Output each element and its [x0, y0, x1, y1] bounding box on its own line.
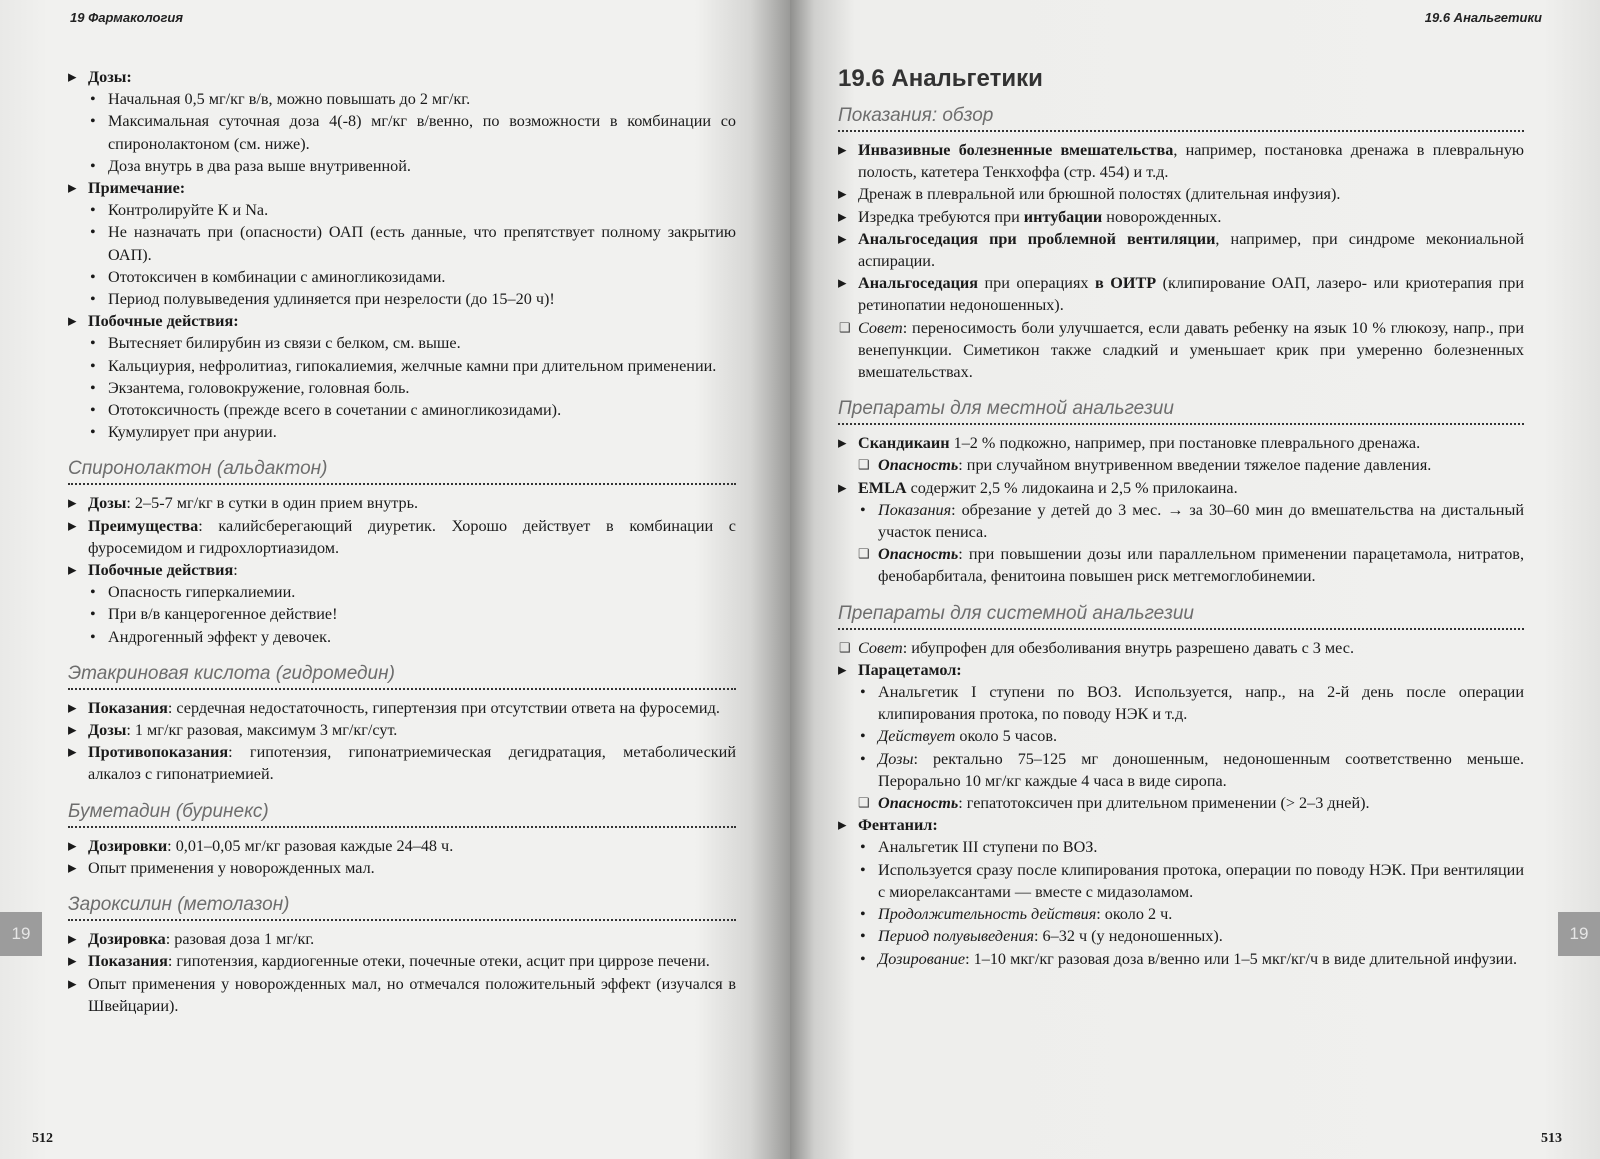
text-run: Анальгоседация — [858, 274, 978, 293]
text-run: , например, постановка дренажа в плевральную полость, катетера Тенкхоффа (стр. 454) и т.д. — [858, 141, 1525, 182]
arrow-item — [838, 272, 1524, 316]
text-run: при операциях — [977, 274, 1096, 293]
text-run: : ректально 75–125 мг доношенным, недоношенным соответственно меньше. Перорально 10 мг/кг каждые 4 часа в виде сиропа. — [878, 749, 1524, 790]
right-page — [790, 0, 1600, 1159]
text-run: : 6–32 ч (у недоношенных). — [1034, 927, 1223, 946]
text-run: Совет — [858, 318, 903, 337]
tip-item — [838, 317, 1524, 384]
arrow-item — [68, 741, 736, 785]
text-run: Экзантема, головокружение, головная боль. — [108, 378, 410, 397]
text-run: : ибупрофен для обезболивания внутрь разрешено давать с 3 мес. — [902, 638, 1354, 657]
running-head: 19.6 Анальгетики — [1424, 10, 1542, 25]
bullet-item — [838, 859, 1524, 903]
text-run: : гипотензия, гипонатриемическая дегидратация, метаболический алкалоз с гипонатриемией. — [88, 743, 736, 784]
text-run: Анальгетик I ступени по ВОЗ. Используется, напр., на 2-й день после операции клипирования протока, по поводу НЭК и т.д. — [878, 683, 1524, 724]
text-run: Анальгетик III ступени по ВОЗ. — [878, 838, 1098, 857]
text-run: около 5 часов. — [955, 727, 1058, 746]
text-run: Начальная 0,5 мг/кг в/в, можно повышать до 2 мг/кг. — [108, 90, 471, 109]
arrow-item — [838, 206, 1524, 228]
left-page — [0, 0, 790, 1159]
text-run: Продолжительность действия — [878, 905, 1097, 924]
bullet-item — [838, 948, 1524, 970]
text-run: Ототоксичность (прежде всего в сочетании с аминогликозидами). — [108, 401, 562, 420]
text-run: Анальгоседация при проблемной вентиляции — [858, 229, 1216, 248]
text-run: : — [233, 561, 238, 580]
arrow-item — [838, 432, 1524, 454]
arrow-item — [68, 559, 736, 581]
text-run: Не назначать при (опасности) ОАП (есть данные, что препятствует полному закрытию ОАП). — [108, 223, 736, 264]
bullet-item — [838, 681, 1524, 725]
bullet-item — [68, 355, 736, 377]
text-run: Изредка требуются при — [858, 207, 1024, 226]
page-content — [838, 62, 1524, 970]
bullet-item — [68, 266, 736, 288]
text-run: Дозировка — [88, 930, 166, 949]
arrow-item — [68, 950, 736, 972]
warning-item — [838, 543, 1524, 587]
text-run: Ототоксичен в комбинации с аминогликозидами. — [108, 267, 446, 286]
text-run: Показания — [88, 952, 168, 971]
text-run: Дозы: — [88, 68, 132, 86]
text-run: : калийсберегающий диуретик. Хорошо действует в комбинации с фуросемидом и гидрохлортиазидом. — [88, 516, 736, 557]
arrow-item — [838, 814, 1524, 836]
chapter-title: 19.6 Анальгетики — [838, 65, 1043, 92]
text-run: Андрогенный эффект у девочек. — [108, 627, 331, 646]
text-run: Опыт применения у новорожденных мал, но отмечался положительный эффект (изучался в Швейцарии). — [88, 974, 736, 1015]
warning-item — [838, 454, 1524, 476]
section-heading: Этакриновая кислота (гидромедин) — [68, 662, 736, 690]
section-heading: Спиронолактон (альдактон) — [68, 457, 736, 485]
text-run: Дозы — [878, 749, 914, 768]
bullet-item — [838, 725, 1524, 747]
text-run: Скандикаин — [858, 434, 950, 453]
arrow-item — [68, 928, 736, 950]
text-run: Период полувыведения — [878, 927, 1035, 946]
text-run: : 1 мг/кг разовая, максимум 3 мг/кг/сут. — [126, 721, 398, 740]
text-run: Примечание: — [88, 179, 186, 198]
text-run: : при случайном внутривенном введении тяжелое падение давления. — [958, 456, 1432, 475]
text-run: Преимущества — [88, 516, 199, 535]
chapter-thumb-tab: 19 — [1558, 912, 1600, 956]
bullet-item — [838, 748, 1524, 792]
text-run: Период полувыведения удлиняется при незрелости (до 15–20 ч)! — [108, 290, 555, 309]
section-heading: Препараты для местной анальгезии — [838, 397, 1524, 425]
section-heading: Зароксилин (метолазон) — [68, 893, 736, 921]
bullet-item — [838, 903, 1524, 925]
text-run: 1–2 % подкожно, например, при постановке плеврального дренажа. — [949, 434, 1421, 453]
bullet-item — [68, 221, 736, 265]
text-run: Кальциурия, нефролитиаз, гипокалиемия, желчные камни при длительном применении. — [108, 356, 717, 375]
text-run: Парацетамол: — [858, 660, 962, 679]
chapter-thumb-tab: 19 — [0, 912, 42, 956]
text-run: EMLA — [858, 478, 907, 497]
text-run: Опасность — [878, 545, 959, 564]
text-run: Дозы — [88, 494, 127, 513]
text-run: Действует — [878, 727, 956, 746]
text-run: Противопоказания — [88, 743, 229, 762]
arrow-item — [68, 835, 736, 857]
bullet-item — [838, 836, 1524, 858]
bullet-item — [68, 199, 736, 221]
text-run: Опыт применения у новорожденных мал. — [88, 858, 375, 877]
page-number: 512 — [32, 1131, 53, 1146]
section-heading: Буметадин (буринекс) — [68, 800, 736, 828]
text-run: Вытесняет билирубин из связи с белком, см. выше. — [108, 334, 461, 353]
bullet-item — [68, 110, 736, 154]
arrow-item — [68, 310, 736, 332]
bullet-item — [68, 603, 736, 625]
text-run: Опасность гиперкалиемии. — [108, 583, 296, 602]
text-run: Показания — [88, 698, 168, 717]
running-head: 19 Фармакология — [70, 10, 183, 25]
text-run: Контролируйте К и Na. — [108, 201, 269, 220]
arrow-item — [68, 492, 736, 514]
text-run: : при повышении дозы или параллельном применении парацетамола, нитратов, фенобарбитала, фенитоина повышен риск метгемоглобинемии. — [878, 545, 1524, 586]
bullet-item — [68, 377, 736, 399]
text-run: Инвазивные болезненные вмешательства — [858, 141, 1174, 159]
bullet-item — [68, 399, 736, 421]
text-run: Показания — [878, 500, 952, 519]
arrow-item — [838, 139, 1524, 183]
text-run: Дозы — [88, 721, 127, 740]
text-run: : гипотензия, кардиогенные отеки, почечные отеки, асцит при циррозе печени. — [167, 952, 710, 971]
text-run: содержит 2,5 % лидокаина и 2,5 % прилокаина. — [906, 478, 1238, 497]
bullet-item — [68, 88, 736, 110]
warning-item — [838, 792, 1524, 814]
text-run: : 1–10 мкг/кг разовая доза в/венно или 1–5 мкг/кг/ч в виде длительной инфузии. — [965, 949, 1518, 968]
section-heading: Показания: обзор — [838, 104, 1524, 132]
arrow-item — [68, 515, 736, 559]
arrow-item — [838, 183, 1524, 205]
text-run: Опасность — [878, 794, 959, 813]
bullet-item — [68, 626, 736, 648]
text-run: Побочные действия — [88, 561, 234, 580]
text-run: , например, при синдроме мекониальной аспирации. — [858, 229, 1524, 271]
text-run: новорожденных. — [1102, 207, 1222, 226]
arrow-item — [838, 228, 1524, 272]
text-run: интубации — [1023, 207, 1103, 226]
bullet-item — [68, 421, 736, 443]
text-run: Максимальная суточная доза 4(-8) мг/кг в/венно, по возможности в комбинации со спиронолактоном (см. ниже). — [108, 112, 736, 153]
text-run: : обрезание у детей до 3 мес. → за 30–60 мин до вмешательства на дистальный участок пениса. — [878, 500, 1524, 542]
text-run: : около 2 ч. — [1096, 905, 1173, 924]
text-run: Кумулирует при анурии. — [108, 423, 277, 442]
text-run: Опасность — [878, 456, 959, 475]
arrow-item — [838, 659, 1524, 681]
text-run: (клипирование ОАП, лазеро- или криотерапия при ретинопатии недоношенных). — [858, 274, 1524, 315]
text-run: : 2–5-7 мг/кг в сутки в один прием внутрь. — [126, 494, 419, 513]
page-content — [68, 66, 736, 1017]
text-run: Используется сразу после клипирования протока, операции по поводу НЭК. При вентиляции с миорелаксантами — вместе с мидазоламом. — [878, 860, 1524, 901]
arrow-item — [68, 857, 736, 879]
text-run: : переносимость боли улучшается, если давать ребенку на язык 10 % глюкозу, напр., при венепункции. Симетикон также сладкий и уменьшает крик при умеренно болезненных вмешательствах. — [858, 318, 1524, 382]
text-run: Фентанил: — [858, 816, 938, 835]
page-number: 513 — [1541, 1131, 1562, 1146]
section-heading: Препараты для системной анальгезии — [838, 602, 1524, 630]
text-run: Доза внутрь в два раза выше внутривенной. — [108, 156, 411, 175]
text-run: : 0,01–0,05 мг/кг разовая каждые 24–48 ч. — [167, 836, 454, 855]
arrow-item — [68, 177, 736, 199]
arrow-item — [68, 697, 736, 719]
bullet-item — [68, 155, 736, 177]
text-run: Дренаж в плевральной или брюшной полостях (длительная инфузия). — [858, 185, 1341, 204]
text-run: Дозировки — [88, 836, 168, 855]
arrow-item — [838, 477, 1524, 499]
text-run: : гепатотоксичен при длительном применении (> 2–3 дней). — [958, 794, 1370, 813]
text-run: Дозирование — [878, 949, 966, 968]
text-run: Совет — [858, 638, 903, 657]
bullet-item — [68, 288, 736, 310]
bullet-item — [838, 925, 1524, 947]
arrow-item — [68, 719, 736, 741]
bullet-item — [68, 332, 736, 354]
text-run: : разовая доза 1 мг/кг. — [165, 930, 315, 949]
arrow-item — [68, 66, 736, 88]
tip-item — [838, 637, 1524, 659]
text-run: Побочные действия: — [88, 312, 239, 331]
bullet-item — [68, 581, 736, 603]
text-run: : сердечная недостаточность, гипертензия при отсутствии ответа на фуросемид. — [167, 698, 720, 717]
text-run: При в/в канцерогенное действие! — [108, 605, 338, 624]
text-run: в ОИТР — [1095, 274, 1157, 293]
arrow-item — [68, 973, 736, 1017]
bullet-item — [838, 499, 1524, 543]
